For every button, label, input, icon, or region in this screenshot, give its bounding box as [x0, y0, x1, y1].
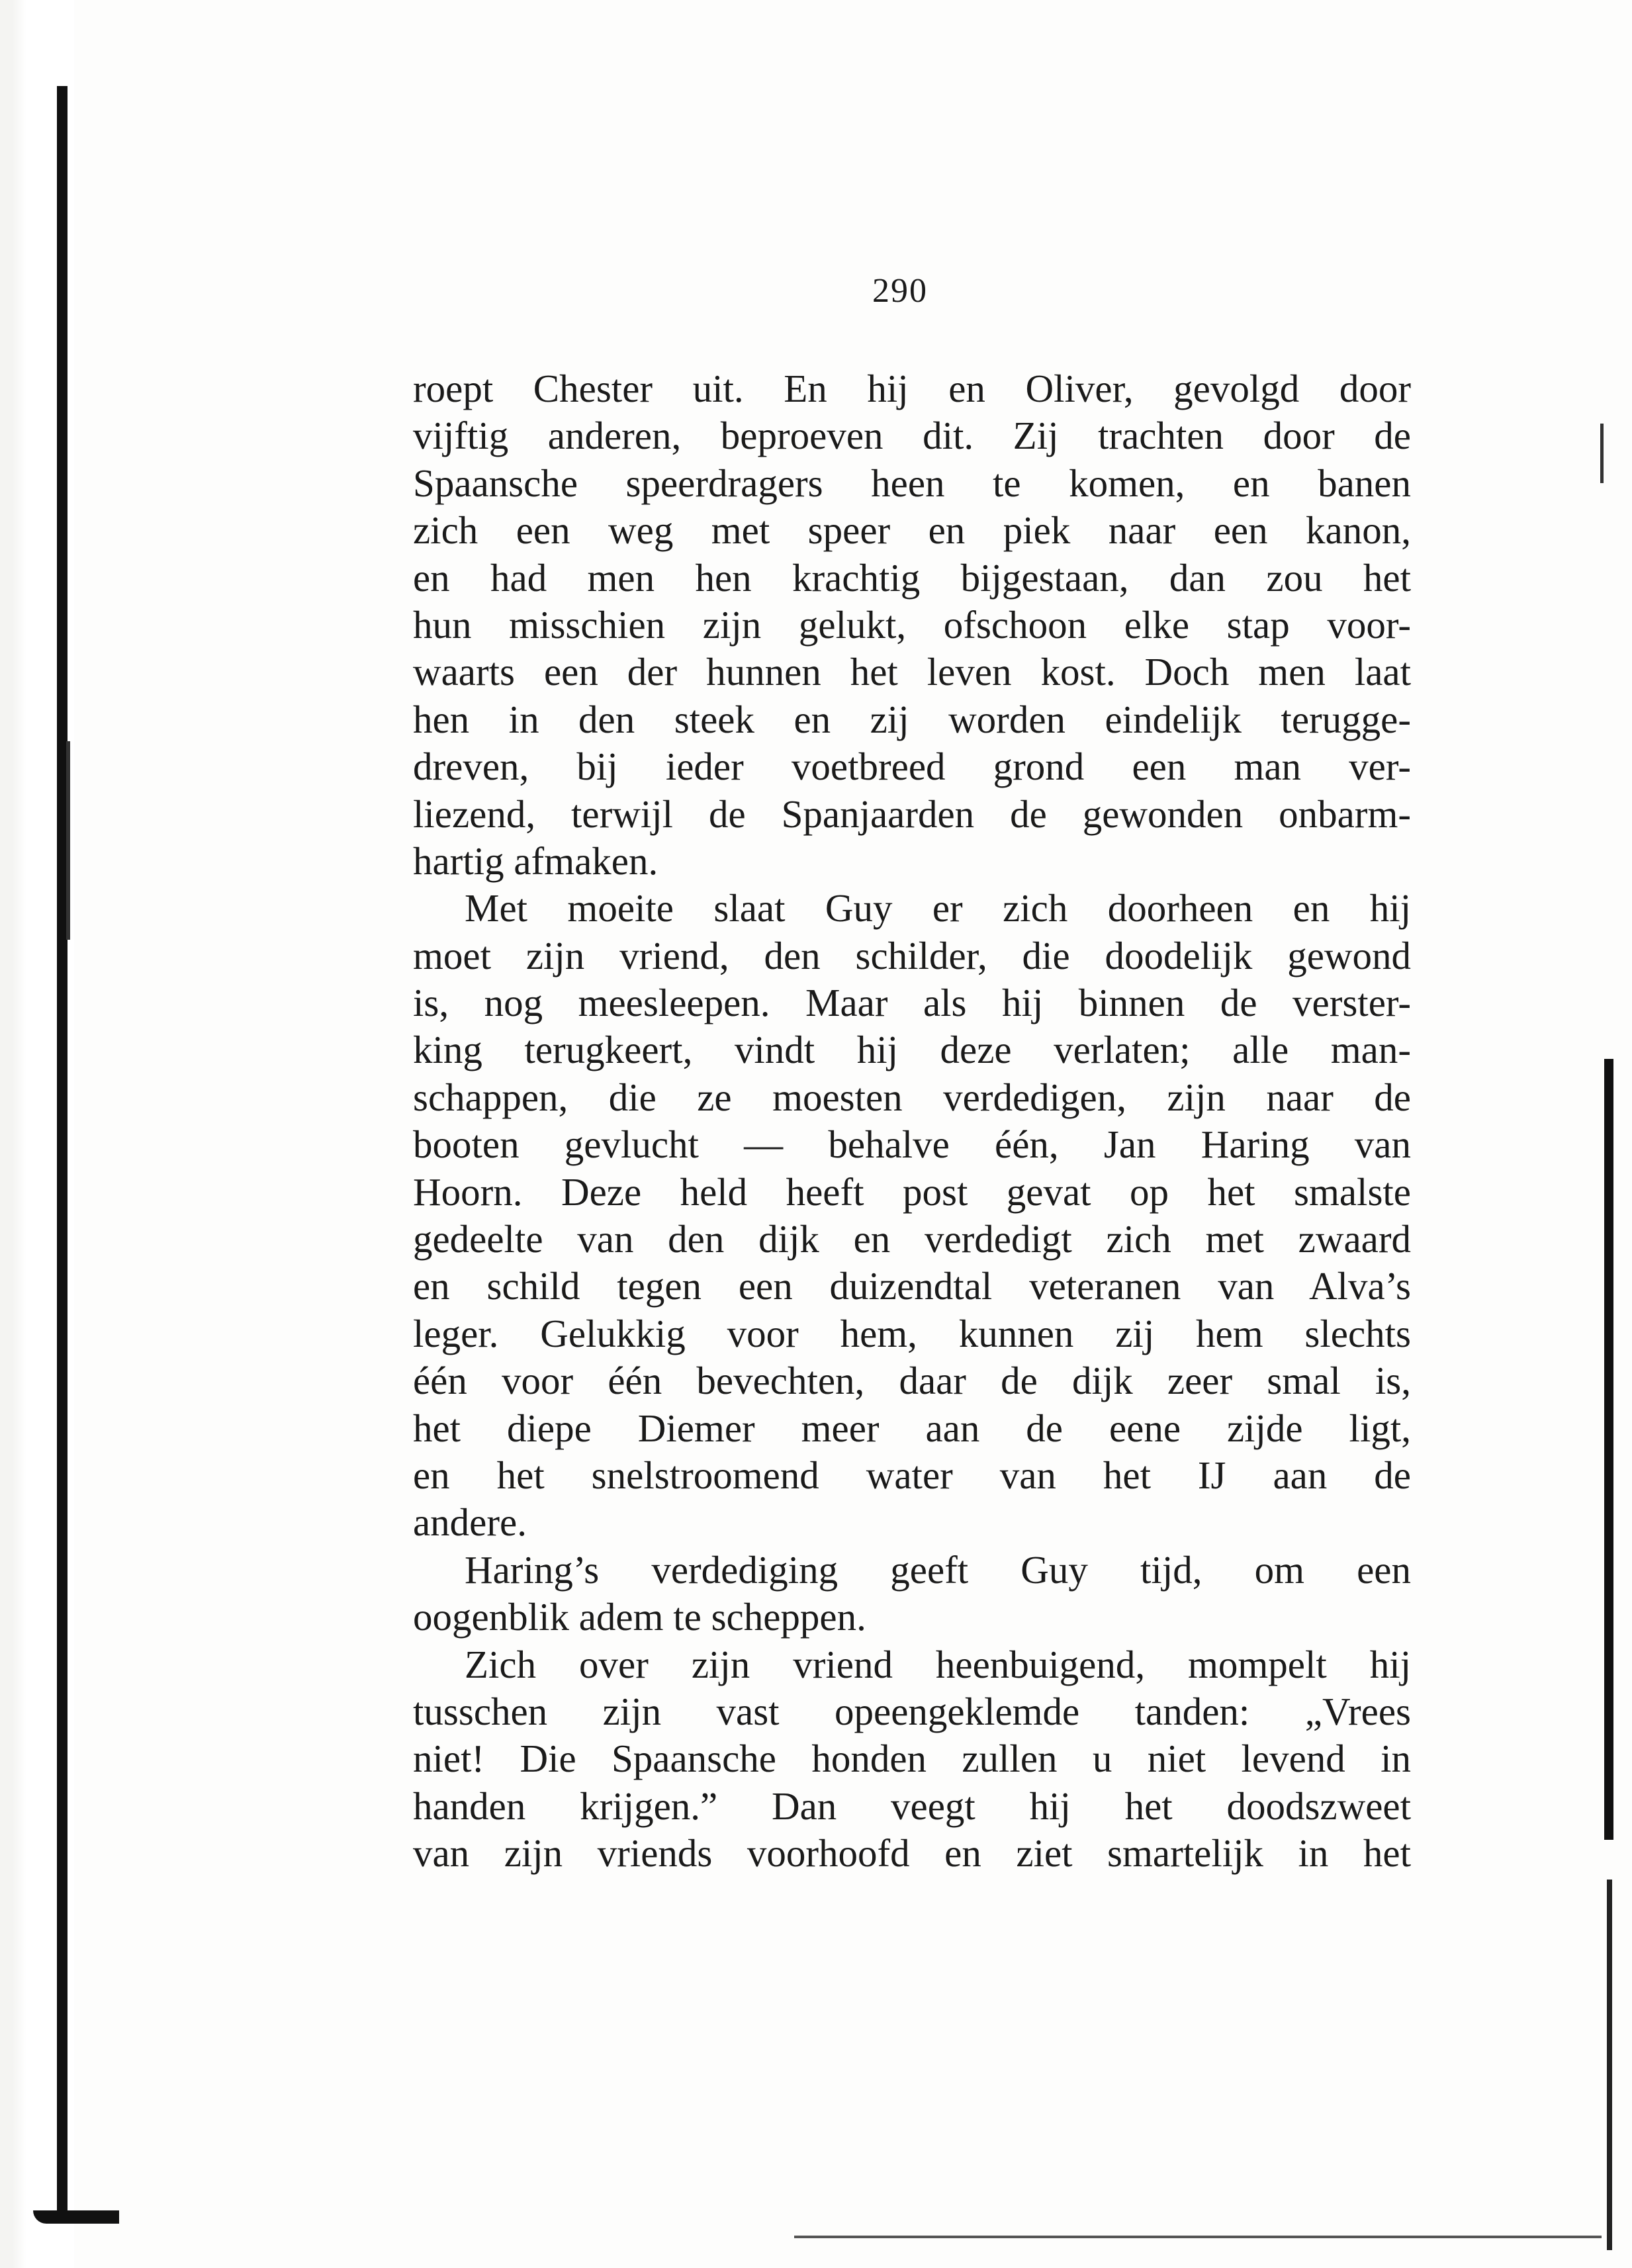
text-line: één voor één bevechten, daar de dijk zeer smal is, — [413, 1359, 1411, 1403]
text-line: niet! Die Spaansche honden zullen u niet levend in — [413, 1737, 1411, 1781]
text-line: is, nog meesleepen. Maar als hij binnen de verster- — [413, 981, 1411, 1025]
text-line: Met moeite slaat Guy er zich doorheen en hij — [465, 886, 1411, 930]
text-line: moet zijn vriend, den schilder, die doodelijk gewond — [413, 933, 1411, 977]
text-line: waarts een der hunnen het leven kost. Doch men laat — [413, 650, 1411, 694]
body-text — [413, 365, 1411, 1878]
scan-edge-shadow-right — [1604, 1059, 1613, 1840]
text-line: vijftig anderen, beproeven dit. Zij trachten door de — [413, 414, 1411, 458]
text-line: hen in den steek en zij worden eindelijk terugge- — [413, 697, 1411, 741]
text-line: Zich over zijn vriend heenbuigend, mompelt hij — [465, 1642, 1411, 1686]
scan-edge-mark-right-top — [1600, 424, 1604, 483]
scan-edge-shadow-left — [57, 86, 68, 2217]
text-line: Spaansche speerdragers heen te komen, en banen — [413, 461, 1411, 505]
text-line: dreven, bij ieder voetbreed grond een man ver- — [413, 745, 1411, 789]
text-line: roept Chester uit. En hij en Oliver, gevolgd door — [413, 367, 1411, 410]
scan-edge-corner — [33, 2210, 119, 2224]
paragraph — [413, 885, 1411, 1546]
text-line: hun misschien zijn gelukt, ofschoon elke stap voor- — [413, 602, 1411, 647]
scan-edge-mark-left — [66, 741, 70, 940]
text-line: Hoorn. Deze held heeft post gevat op het smalste — [413, 1169, 1411, 1214]
text-line: en het snelstroomend water van het IJ aan de — [413, 1453, 1411, 1497]
text-line: king terugkeert, vindt hij deze verlaten; alle man- — [413, 1028, 1411, 1072]
scan-bottom-edge — [794, 2236, 1602, 2238]
text-line: schappen, die ze moesten verdedigen, zijn naar de — [413, 1075, 1411, 1119]
text-line: en schild tegen een duizendtal veteranen van Alva’s — [413, 1264, 1411, 1308]
text-line: hartig afmaken. — [413, 839, 658, 883]
text-line: oogenblik adem te scheppen. — [413, 1595, 866, 1639]
text-line: tusschen zijn vast opeengeklemde tanden: „Vrees — [413, 1689, 1411, 1733]
paragraph — [413, 365, 1411, 885]
paragraph — [413, 1547, 1411, 1641]
text-line: handen krijgen.” Dan veegt hij het doodszweet — [413, 1784, 1411, 1828]
text-line: zich een weg met speer en piek naar een kanon, — [413, 508, 1411, 553]
text-line: liezend, terwijl de Spanjaarden de gewonden onbarm- — [413, 792, 1411, 836]
text-line: gedeelte van den dijk en verdedigt zich met zwaard — [413, 1217, 1411, 1261]
text-line: van zijn vriends voorhoofd en ziet smartelijk in het — [413, 1831, 1411, 1876]
text-line: andere. — [413, 1500, 527, 1545]
page-number: 290 — [872, 272, 928, 310]
paragraph — [413, 1641, 1411, 1878]
text-line: leger. Gelukkig voor hem, kunnen zij hem slechts — [413, 1311, 1411, 1355]
text-line: booten gevlucht — behalve één, Jan Haring van — [413, 1122, 1411, 1167]
scan-edge-shadow-right-lower — [1607, 1880, 1612, 2250]
text-line: het diepe Diemer meer aan de eene zijde ligt, — [413, 1406, 1411, 1450]
text-line: Haring’s verdediging geeft Guy tijd, om een — [465, 1547, 1411, 1592]
text-line: en had men hen krachtig bijgestaan, dan zou het — [413, 555, 1411, 600]
